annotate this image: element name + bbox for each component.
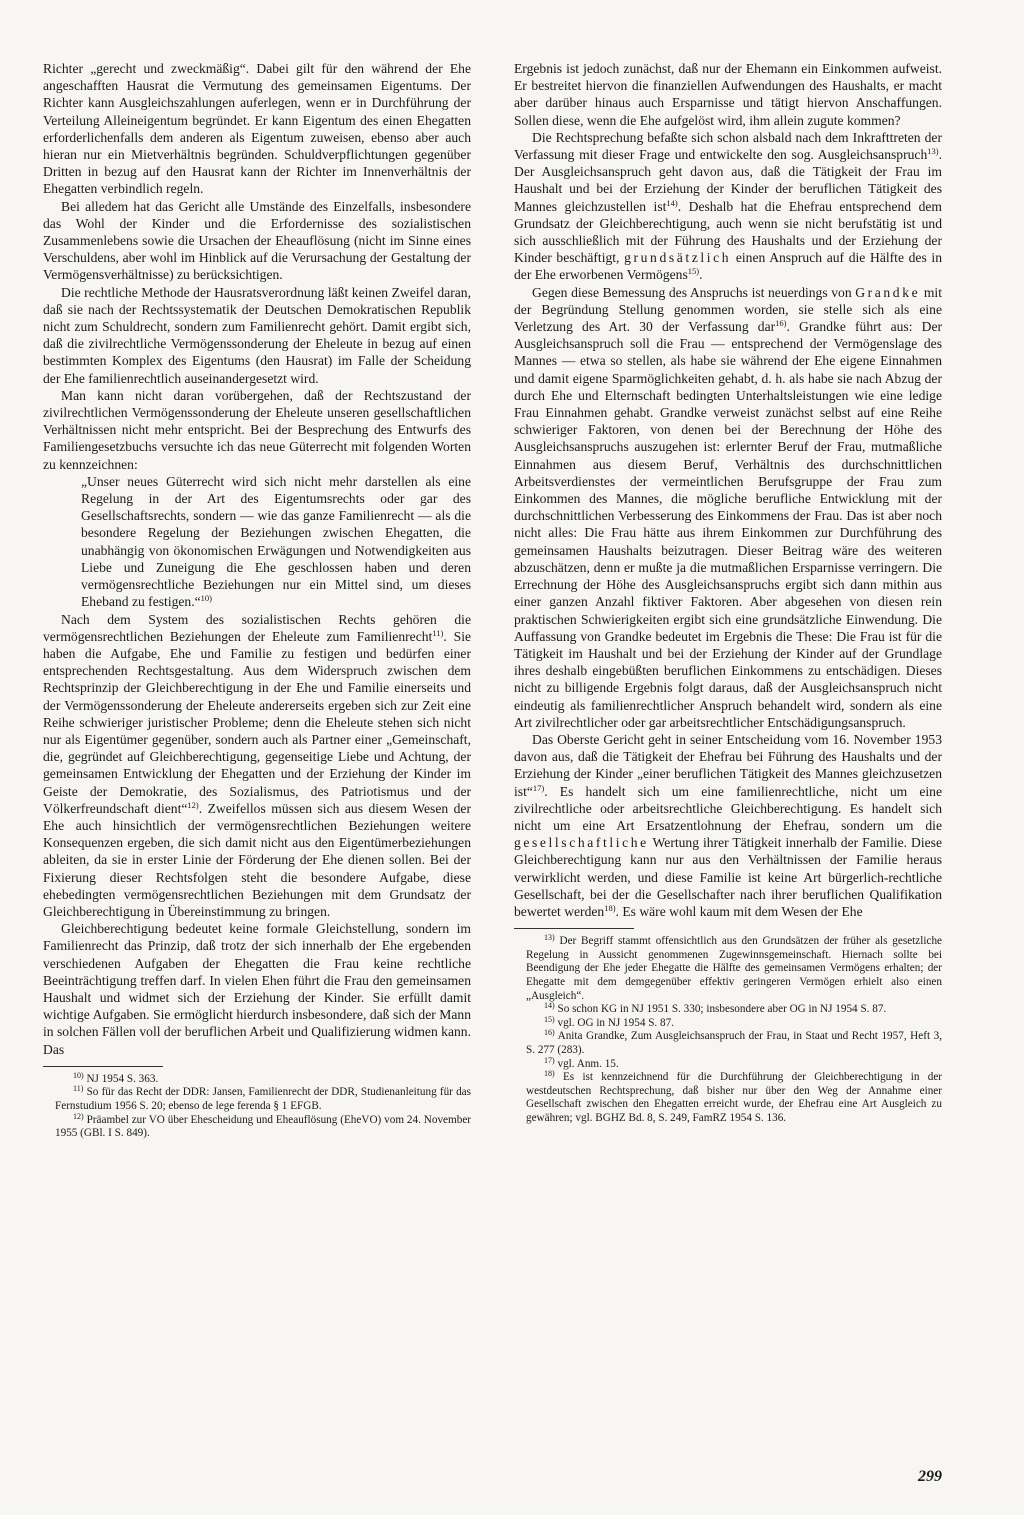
footnote-ref: 16) [775, 318, 787, 329]
paragraph [514, 284, 942, 731]
footnote-ref: 12) [187, 799, 199, 810]
footnote-ref: 13) [927, 146, 939, 157]
footnote-number: 14) [544, 1001, 555, 1011]
text-run: . Es wäre wohl kaum mit dem Wesen der Ehe [615, 903, 863, 919]
footnote-text: Der Begriff stammt offensichtlich aus den Grundsätzen der früher als gesetzliche Regelung in Aussicht genommenen Zugewinnsgemeinschaft. Hiernach sollte bei Beendigung der Ehe jeder Ehegatte die Hälfte des gemeinsamen Vermögens erhalten; der Ehegatte mit dem demgegenüber effektiv geringeren Vermögen erhielt also einen „Ausgleich“. [526, 935, 942, 1002]
footnote-text: So für das Recht der DDR: Jansen, Familienrecht der DDR, Studienanleitung für das Fernstudium 1956 S. 20; ebenso de lege ferenda § 1 EFGB. [55, 1086, 471, 1112]
footnote [514, 1055, 942, 1072]
paragraph [43, 611, 471, 921]
footnote-divider [514, 928, 634, 929]
text-run: . Grandke führt aus: Der Ausgleichsanspruch soll die Frau — entsprechend der Vermögenslage des Mannes — etwa so stellen, als habe sie während der Ehe eigene Einnahmen und damit eigene Sparmöglichkeiten gehabt, d. h. als habe sie nach Abzug der durch Ehe und Elternschaft bedingten Unterhaltsleistungen wie eine ledige Frau Einnahmen gehabt. Grandke verweist zunächst selbst auf eine Reihe schwieriger Faktoren, von denen bei der Berechnung der Höhe des Ausgleichsanspruchs auszugehen ist: erlernter Beruf der Frau, mutmaßliche Einnahmen aus diesem Beruf, Verhältnis des durchschnittlichen Arbeitsverdienstes der vermeintlichen Berufsgruppe der Frau zum Einkommen des Mannes, die mögliche berufliche Entwicklung mit der durchschnittlichen Verbesserung des Einkommens der Frau. Das ist aber noch nicht alles: Die Frau hätte aus ihrem Einkommen zur Durchführung des gemeinsamen Haushalts beizutragen. Dieser Beitrag wäre des weiteren abzuschätzen, denn er mußte ja die mutmaßlichen Ersparnisse verringern. Die Errechnung der Höhe des Ausgleichsanspruchs ergibt sich dann mithin aus einer ganzen Anzahl fiktiver Faktoren. Aber abgesehen von diesen rein praktischen Schwierigkeiten ergibt sich eine grundsätzliche Einwendung. Die Auffassung von Grandke bedeutet im Ergebnis die These: Die Frau ist für die Tätigkeit im Haushalt und bei der Erziehung der Kinder auf der Grundlage ihres deshalb eingebüßten beruflichen Einkommens zu entschädigen. Dieses nicht zu billigende Ergebnis folgt daraus, daß der Ausgleichsanspruch nicht eindeutig als familienrechtlicher Anspruch behandelt wird, sondern als eine Art zivilrechtlicher oder gar arbeitsrechtlicher Entschädigungsanspruch. [514, 319, 943, 730]
paragraph: Gleichberechtigung bedeutet keine formale Gleichstellung, sondern im Familienrecht das Prinzip, daß trotz der sich innerhalb der Ehe ergebenden verschiedenen Aufgaben der Ehegatten die Frau keine rechtliche Beeinträchtigung treffen darf. In vielen Ehen führt die Frau den gemeinsamen Haushalt und widmet sich der Erziehung der Kinder. Sie erfüllt damit wichtige Aufgaben. Sie ermöglicht hierdurch insbesondere, daß sich der Mann in solchen Fällen voll der beruflichen Arbeit und Qualifizierung widmen kann. Das [43, 921, 471, 1057]
right-column [514, 60, 942, 1125]
footnote-divider [43, 1066, 163, 1067]
footnote-number: 15) [544, 1014, 555, 1024]
text-run: Die Rechtsprechung befaßte sich schon alsbald nach dem Inkrafttreten der Verfassung mit dieser Frage und entwickelte den sog. Ausgleichsanspruch [514, 129, 942, 163]
footnote-text: Präambel zur VO über Ehescheidung und Eheauflösung (EheVO) vom 24. November 1955 (GBl. I S. 849). [55, 1113, 472, 1140]
paragraph: Man kann nicht daran vorübergehen, daß der Rechtszustand der zivilrechtlichen Vermögenssonderung der Eheleute unseren gesellschaftlichen Verhältnissen nicht mehr entspricht. Bei der Besprechung des Entwurfs des Familiengesetzbuchs versuchte ich das neue Güterrecht mit folgenden Worten zu kennzeichnen: [43, 387, 471, 472]
footnotes-left [43, 1070, 472, 1141]
footnote [514, 1030, 942, 1057]
footnote-text: Anita Grandke, Zum Ausgleichsanspruch der Frau, in Staat und Recht 1957, Heft 3, S. 277 (283). [526, 1030, 942, 1056]
footnote [43, 1111, 472, 1141]
text-run: mit der Begründung Stellung genommen worden, sie stelle sich als eine Verletzung des Art. 30 der Verfassung dar [514, 284, 942, 335]
page-number: 299 [918, 1468, 942, 1485]
footnote [43, 1086, 471, 1113]
footnote-text: Es ist kennzeichnend für die Durchführung der Gleichberechtigung in der westdeutschen Rechtsprechung, daß bisher nur über den Weg der Annahme einer Gesellschaft zwischen den Ehegatten erreicht wurde, der Ehefrau eine Art Ausgleich zu gewähren; vgl. BGHZ Bd. 8, S. 249, FamRZ 1954 S. 136. [526, 1071, 943, 1124]
text-run: Nach dem System des sozialistischen Rechts gehören die vermögensrechtlichen Beziehungen der Eheleute zum Familienrecht [43, 611, 471, 644]
paragraph [514, 129, 942, 284]
footnote-ref: 17) [532, 782, 545, 793]
footnote-ref: 11) [432, 627, 444, 638]
footnote-number: 17) [544, 1055, 555, 1065]
footnote-number: 18) [544, 1069, 555, 1079]
quotation [81, 473, 471, 611]
quote-text: „Unser neues Güterrecht wird sich nicht mehr darstellen als eine Regelung in der Art des Eigentumsrechts oder gar des Gesellschaftsrechts, sondern — wie das ganze Familienrecht — als die besondere Regelung der Beziehungen zwischen Ehegatten, die unabhängig von ökonomischen Erwägungen und Notwendigkeiten aus Liebe und Zuneigung die Ehe geschlossen haben und deren vermögensrechtliche Beziehungen nur ein Mittel sind, um dieses Eheband zu festigen.“ [81, 473, 471, 610]
footnote-ref: 14) [666, 197, 678, 208]
paragraph: Bei alledem hat das Gericht alle Umstände des Einzelfalls, insbesondere das Wohl der Kinder und die Erfordernisse des sozialistischen Zusammenlebens sowie die Ursachen der Eheauflösung (nicht im Sinne eines Verschuldens, aber wohl im Hinblick auf die Verursachung der Gestaltung der Vermögensverhältnisse) zu berücksichtigen. [43, 198, 471, 283]
footnote-number: 11) [73, 1084, 84, 1094]
text-run: Das Oberste Gericht geht in seiner Entscheidung vom 16. November 1953 davon aus, daß die Tätigkeit der Ehefrau bei Führung des Haushalts und der Erziehung der Kinder „einer beruflichen Tätigkeit des Mannes gleichzusetzen ist“ [514, 731, 942, 799]
spaced-emphasis: Grandke [855, 284, 921, 300]
text-run: . Sie haben die Aufgabe, Ehe und Familie zu festigen und bedürfen einer entsprechenden Rechtsgestaltung. Aus dem Widerspruch zwischen dem Rechtsprinzip der Gleichberechtigung in der Ehe und Familie einerseits und der Vermögenssonderung der Eheleute andererseits ergeben sich zur Zeit eine Reihe schwieriger juristischer Probleme; denn die Eheleute stehen sich nicht nur als Eigentümer gegenüber, sondern auch als Partner einer „Gemeinschaft, die, gegründet auf Gleichberechtigung, gegenseitige Liebe und Achtung, der gemeinsamen Entwicklung der Ehegatten und der Erziehung der Kinder im Geiste der Demokratie, des Sozialismus, des Patriotismus und der Völkerfreundschaft dient“ [43, 628, 471, 816]
spaced-emphasis: gesellschaftliche [514, 835, 649, 851]
footnote [514, 1014, 942, 1031]
text-run: . Der Ausgleichsanspruch geht davon aus, daß die Tätigkeit der Frau im Haushalt und bei der Erziehung der Kinder der beruflichen Tätigkeit des Mannes gleichzustellen ist [514, 147, 942, 214]
paragraph: Richter „gerecht und zweckmäßig“. Dabei gilt für den während der Ehe angeschafften Hausrat die Vermutung des gemeinsamen Eigentums. Der Richter kann Ausgleichszahlungen auferlegen, wenn er in Durchführung der Verteilung Alleineigentum begründet. Er kann Eigentum des einen Ehegatten erforderlichenfalls dem anderen als Eigentum zuweisen, ebenso aber auch hieran nur ein Mietverhältnis begründen. Schuldverpflichtungen gegenüber Dritten in bezug auf den Hausrat kann der Richter im Innenverhältnis der Ehegatten verbindlich regeln. [43, 61, 471, 197]
footnote-text: vgl. Anm. 15. [557, 1057, 619, 1070]
footnote-text: vgl. OG in NJ 1954 S. 87. [557, 1016, 675, 1029]
footnote-number: 16) [544, 1028, 555, 1038]
footnote-ref: 10) [200, 593, 212, 604]
text-run: . Zweifellos müssen sich aus diesem Wesen der Ehe auch hinsichtlich der vermögensrechtlichen Beziehungen weitere Konsequenzen ergeben, die sich damit nicht aus den Eigentümerbeziehungen ableiten, da sie in erster Linie der Förderung der Ehe dienen sollen. Bei der Fixierung dieser Rechtsfolgen steht die besondere Aufgabe, diese ehebedingten vermögensrechtlichen Beziehungen mit dem Grundsatz der Gleichberechtigung in Übereinstimmung zu bringen. [43, 800, 471, 919]
footnote-text: So schon KG in NJ 1951 S. 330; insbesondere aber OG in NJ 1954 S. 87. [557, 1003, 887, 1016]
spaced-emphasis: grundsätzlich [624, 250, 732, 266]
footnote-text: NJ 1954 S. 363. [86, 1072, 159, 1085]
text-run: . [699, 267, 703, 283]
footnote [514, 935, 942, 1003]
footnote [514, 1003, 942, 1017]
text-run: Wertung ihrer Tätigkeit innerhalb der Familie. Diese Gleichberechtigung kann nur aus den Verhältnissen der Familie heraus verwirklicht werden, und diese Familie ist keine Art bürgerlich-rechtliche Gesellschaft, bei der die Gesellschafter nach ihrer beruflichen Qualifikation bewertet werden [514, 835, 943, 919]
text-run: Gegen diese Bemessung des Anspruchs ist neuerdings von [532, 284, 852, 300]
footnote-ref: 15) [687, 266, 700, 277]
paragraph: Die rechtliche Methode der Hausratsverordnung läßt keinen Zweifel daran, daß sie nach der Rechtssystematik der Deutschen Demokratischen Republik nicht zum Schuldrecht, sondern zum Familienrecht gehört. Damit ergibt sich, daß die zivilrechtliche Vermögenssonderung der Eheleute in bezug auf einen bestimmten Komplex des Eigentums (den Hausrat) im Falle der Scheidung der Ehe familienrechtlich auseinandergesetzt wird. [43, 284, 471, 386]
footnote-number: 10) [73, 1070, 84, 1080]
footnote [43, 1070, 471, 1087]
text-run: einen Anspruch auf die Hälfte des in der Ehe erworbenen Vermögens [514, 250, 942, 283]
footnote-ref: 18) [604, 902, 616, 913]
paragraph: Ergebnis ist jedoch zunächst, daß nur der Ehemann ein Einkommen aufweist. Er bestreitet hiervon die finanziellen Aufwendungen des Haushalts, er macht aber darüber hinaus auch Ersparnisse und tätigt hiervon Anschaffungen. Sollen diese, wenn die Ehe aufgelöst wird, ihm allein zugute kommen? [514, 61, 942, 128]
footnote-number: 12) [73, 1111, 84, 1121]
footnote [514, 1071, 942, 1125]
text-run: . Es handelt sich um eine familienrechtliche, nicht um eine zivilrechtliche oder arbeitsrechtliche Gleichberechtigung. Es handelt sich nicht um eine Art Ersatzentlohnung der Ehefrau, sondern um die [514, 783, 942, 833]
paragraph [514, 731, 942, 920]
text-run: . Deshalb hat die Ehefrau entsprechend dem Grundsatz der Gleichberechtigung, auch wenn sie nicht berufstätig ist und sich ausschließlich mit der Führung des Haushalts und der Erziehung der Kinder beschäftigt, [514, 198, 942, 266]
footnote-number: 13) [544, 933, 555, 943]
footnotes-right [514, 935, 942, 1125]
left-column [43, 60, 471, 1141]
